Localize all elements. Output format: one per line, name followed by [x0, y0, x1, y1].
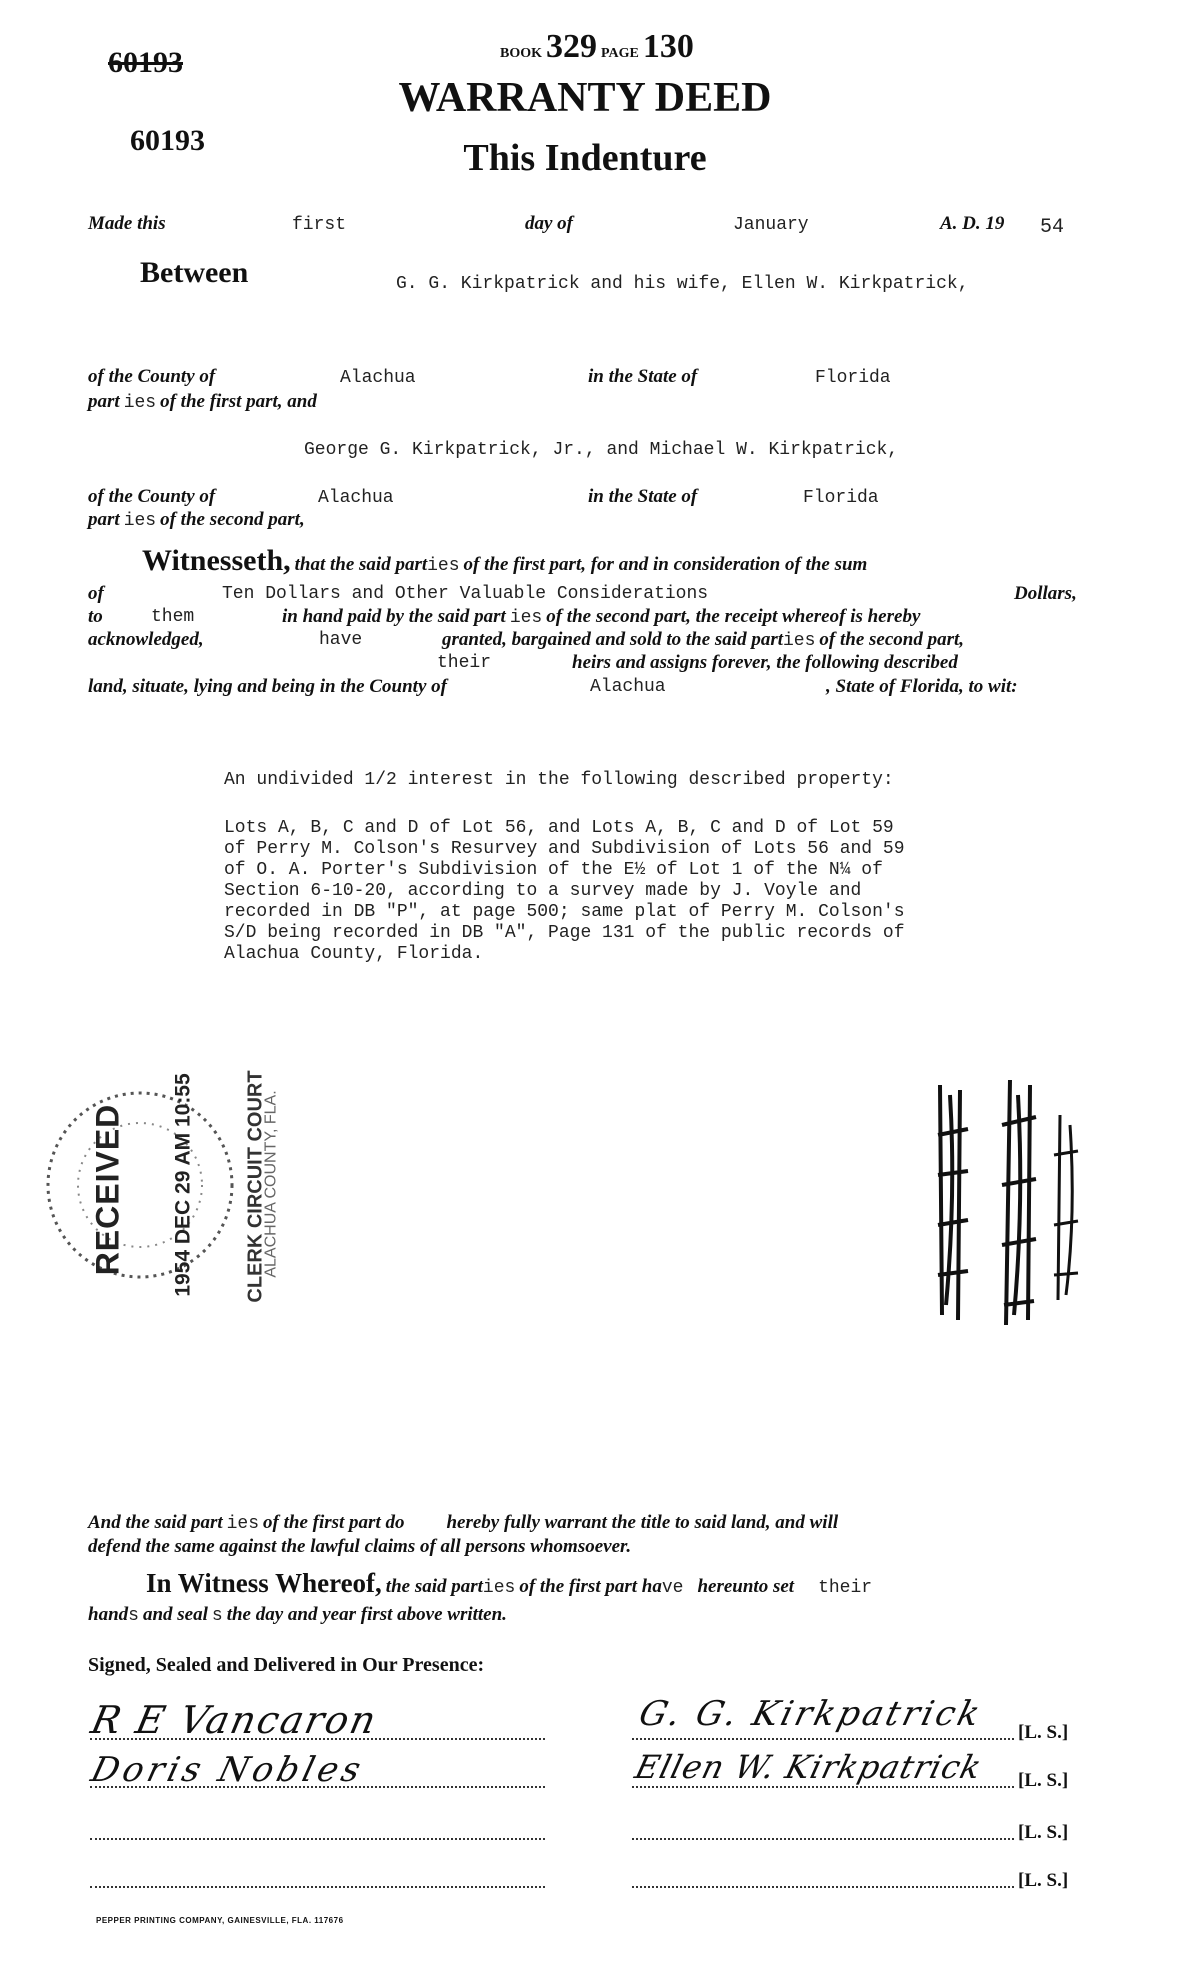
property-line: Lots A, B, C and D of Lot 56, and Lots A, B, C and D of Lot 59	[224, 818, 894, 838]
witnesseth-l5: heirs and assigns forever, the following described	[572, 652, 958, 673]
made-this-label: Made this	[88, 213, 166, 234]
property-line: S/D being recorded in DB "A", Page 131 of the public records of	[224, 923, 905, 943]
in-witness-l1b: ies	[482, 1578, 516, 1598]
second-county-label: of the County of	[88, 486, 216, 507]
property-line: recorded in DB "P", at page 500; same plat of Perry M. Colson's	[224, 902, 905, 922]
witnesseth-l3b: ies	[509, 608, 543, 628]
grantor-signature-line-4	[632, 1886, 1014, 1888]
acknowledged-label: acknowledged,	[88, 629, 204, 650]
witnesseth-line-1	[142, 544, 867, 578]
in-witness-rest: the day and year first above written.	[226, 1604, 507, 1625]
warranty-l1c: of the first part do	[263, 1512, 405, 1533]
ls-label-4: [L. S.]	[1018, 1870, 1069, 1891]
witnesseth-l4c: of the second part,	[819, 629, 965, 650]
ls-label-3: [L. S.]	[1018, 1822, 1069, 1843]
witnesseth-l6b: , State of Florida, to wit:	[826, 676, 1018, 697]
part-suffix: ies	[123, 511, 157, 531]
day-value: first	[292, 215, 347, 235]
to-label: to	[88, 606, 103, 627]
part-suffix: ies	[123, 393, 157, 413]
ad-label: A. D. 19	[940, 213, 1005, 234]
property-line: of O. A. Porter's Subdivision of the E½ of Lot 1 of the N¼ of	[224, 860, 883, 880]
first-party-role	[88, 391, 317, 413]
grantor-signature-line-2	[632, 1786, 1014, 1788]
in-witness-heading: In Witness Whereof,	[146, 1568, 382, 1598]
witness-signature-line-3	[90, 1838, 545, 1840]
warranty-l1b: ies	[226, 1514, 260, 1534]
stamp-received: RECEIVED	[89, 1103, 126, 1276]
struck-file-number: 60193	[108, 46, 183, 79]
property-line: Section 6-10-20, according to a survey made by J. Voyle and	[224, 881, 862, 901]
grantor-signature-1: G. G. Kirkpatrick	[635, 1694, 987, 1734]
in-witness-l1d: ve	[661, 1578, 684, 1598]
witnesseth-l1a: that the said part	[294, 554, 428, 575]
witnesseth-l3c: of the second part, the receipt whereof is hereby	[546, 606, 921, 627]
year-value: 54	[1040, 216, 1065, 239]
witnesseth-l1c: of the first part, for and in consideration of the sum	[463, 554, 868, 575]
in-witness-hand: hand	[88, 1604, 129, 1625]
book-number: 329	[546, 28, 598, 65]
property-description	[224, 818, 905, 965]
to-whom: them	[151, 607, 195, 627]
stamp-county: ALACHUA COUNTY, FLA.	[262, 1090, 280, 1278]
month-value: January	[733, 215, 809, 235]
first-role-text: of the first part, and	[160, 391, 317, 412]
witnesseth-line-3	[282, 606, 920, 628]
part-word: part	[88, 509, 120, 530]
second-county-value: Alachua	[318, 488, 394, 508]
witness-signature-line-4	[90, 1886, 545, 1888]
witnesseth-l4a: granted, bargained and sold to the said part	[442, 629, 783, 650]
document-title: WARRANTY DEED	[398, 75, 772, 121]
first-county-label: of the County of	[88, 366, 216, 387]
of-label: of	[88, 583, 104, 604]
grantor-signature-line-3	[632, 1838, 1014, 1840]
witnesseth-heading: Witnesseth,	[142, 544, 291, 577]
property-line: Alachua County, Florida.	[224, 944, 484, 964]
property-intro: An undivided 1/2 interest in the following described property:	[224, 770, 894, 790]
witnesseth-l1b: ies	[427, 556, 460, 576]
their-word: their	[437, 653, 492, 673]
day-of-label: day of	[525, 213, 574, 234]
second-state-label: in the State of	[588, 486, 698, 507]
warranty-line-1	[88, 1512, 838, 1534]
in-witness-s1: s	[128, 1606, 139, 1626]
have-word: have	[319, 630, 363, 650]
warranty-l1a: And the said part	[88, 1512, 223, 1533]
second-party-names: George G. Kirkpatrick, Jr., and Michael W. Kirkpatrick,	[304, 440, 899, 460]
first-county-value: Alachua	[340, 368, 416, 388]
in-witness-s2: s	[211, 1606, 223, 1626]
presence-label: Signed, Sealed and Delivered in Our Presence:	[88, 1654, 485, 1676]
grantor-signature-line-1	[632, 1738, 1014, 1740]
book-page-stamp	[500, 28, 694, 66]
in-witness-l1c: of the first part ha	[519, 1576, 662, 1597]
first-state-value: Florida	[815, 368, 891, 388]
witness-signature-2: Doris Nobles	[87, 1750, 369, 1790]
file-number: 60193	[130, 124, 205, 157]
witnesseth-l6a: land, situate, lying and being in the County of	[88, 676, 447, 697]
in-witness-l1e: hereunto set	[697, 1576, 795, 1597]
stamp-date: 1954 DEC 29 AM 10:55	[171, 1073, 195, 1297]
ls-label-2: [L. S.]	[1018, 1770, 1069, 1791]
book-label: BOOK	[500, 46, 543, 61]
ls-label-1: [L. S.]	[1018, 1722, 1069, 1743]
printer-imprint: PEPPER PRINTING COMPANY, GAINESVILLE, FLA. 117676	[96, 1916, 344, 1925]
margin-handwriting	[920, 1075, 1090, 1335]
in-witness-their: their	[818, 1578, 873, 1598]
warranty-line-2: defend the same against the lawful claims of all persons whomsoever.	[88, 1536, 632, 1557]
in-witness-line-1	[146, 1568, 872, 1599]
property-line: of Perry M. Colson's Resurvey and Subdivision of Lots 56 and 59	[224, 839, 905, 859]
between-label: Between	[140, 256, 249, 289]
first-state-label: in the State of	[588, 366, 698, 387]
witnesseth-l3a: in hand paid by the said part	[282, 606, 506, 627]
first-party-names: G. G. Kirkpatrick and his wife, Ellen W. Kirkpatrick,	[396, 274, 969, 294]
consideration-sum: Ten Dollars and Other Valuable Considerations	[222, 584, 709, 604]
received-stamp	[40, 1055, 280, 1315]
grantor-signature-2: Ellen W. Kirkpatrick	[631, 1748, 987, 1786]
in-witness-seal: and seal	[142, 1604, 208, 1625]
witnesseth-l4b: ies	[783, 631, 816, 651]
in-witness-line-2	[88, 1604, 507, 1626]
second-party-role	[88, 509, 305, 531]
second-state-value: Florida	[803, 488, 879, 508]
witness-signature-1: R E Vancaron	[87, 1698, 382, 1742]
page-number: 130	[642, 28, 694, 65]
warranty-l1d: hereby fully warrant the title to said land, and will	[446, 1512, 839, 1533]
second-role-text: of the second part,	[160, 509, 305, 530]
document-subtitle: This Indenture	[463, 137, 707, 179]
witnesseth-line-4	[442, 629, 964, 651]
in-witness-l1a: the said part	[385, 1576, 483, 1597]
page-label: PAGE	[601, 46, 639, 61]
land-county: Alachua	[590, 677, 666, 697]
stamp-clerk: CLERK CIRCUIT COURT	[244, 1070, 267, 1303]
dollars-label: Dollars,	[1014, 583, 1077, 604]
part-word: part	[88, 391, 120, 412]
